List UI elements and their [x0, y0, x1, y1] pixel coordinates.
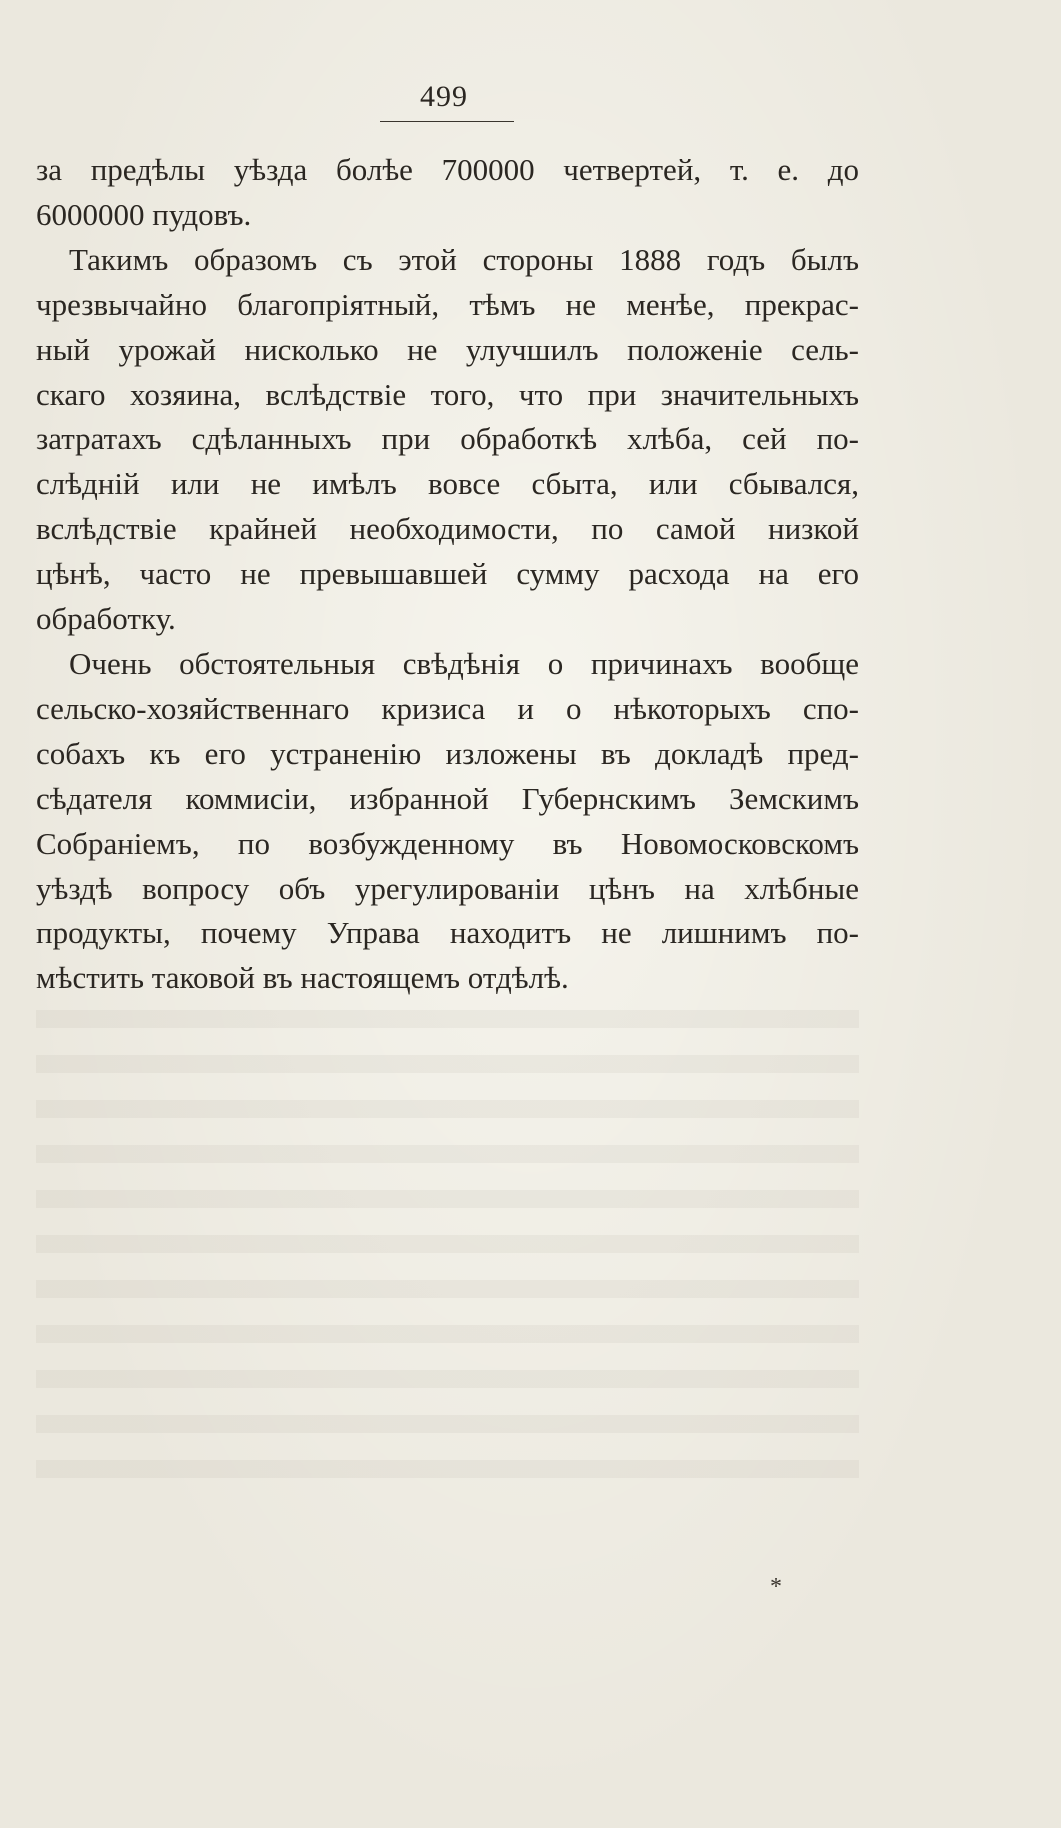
text-line: собахъ къ его устраненію изложены въ докладѣ пред-	[36, 735, 859, 771]
text-line: слѣдній или не имѣлъ вовсе сбыта, или сбывался,	[36, 466, 859, 502]
text-line: Собраніемъ, по возбужденному въ Новомосковскомъ	[36, 825, 859, 861]
text-line: сельско-хозяйственнаго кризиса и о нѣкоторыхъ спо-	[36, 690, 859, 726]
text-line: 6000000 пудовъ.	[36, 196, 252, 232]
text-line: затратахъ сдѣланныхъ при обработкѣ хлѣба, сей по-	[36, 421, 859, 457]
page-number: 499	[420, 80, 468, 113]
paragraph-start-line: Такимъ образомъ съ этой стороны 1888 годъ былъ	[69, 241, 859, 277]
show-through-texture	[36, 1010, 859, 1490]
paragraph-start-line: Очень обстоятельныя свѣдѣнія о причинахъ вообще	[69, 645, 859, 681]
text-line: чрезвычайно благопріятный, тѣмъ не менѣе, прекрас-	[36, 286, 859, 322]
text-line: вслѣдствіе крайней необходимости, по самой низкой	[36, 511, 859, 547]
text-line: уѣздѣ вопросу объ урегулированіи цѣнъ на хлѣбные	[36, 870, 859, 906]
text-line: ный урожай нисколько не улучшилъ положеніе сель-	[36, 331, 859, 367]
text-line: цѣнѣ, часто не превышавшей сумму расхода на его	[36, 556, 859, 592]
body-text	[36, 148, 859, 1001]
text-line: сѣдателя коммисіи, избранной Губернскимъ Земскимъ	[36, 780, 859, 816]
text-line: за предѣлы уѣзда болѣе 700000 четвертей, т. е. до	[36, 152, 859, 187]
text-line: обработку.	[36, 601, 176, 637]
footer-mark: *	[770, 1574, 782, 1600]
page-number-rule	[380, 121, 514, 122]
text-line: мѣстить таковой въ настоящемъ отдѣлѣ.	[36, 960, 569, 996]
text-line: скаго хозяина, вслѣдствіе того, что при значительныхъ	[36, 376, 859, 412]
text-line: продукты, почему Управа находитъ не лишнимъ по-	[36, 915, 859, 951]
